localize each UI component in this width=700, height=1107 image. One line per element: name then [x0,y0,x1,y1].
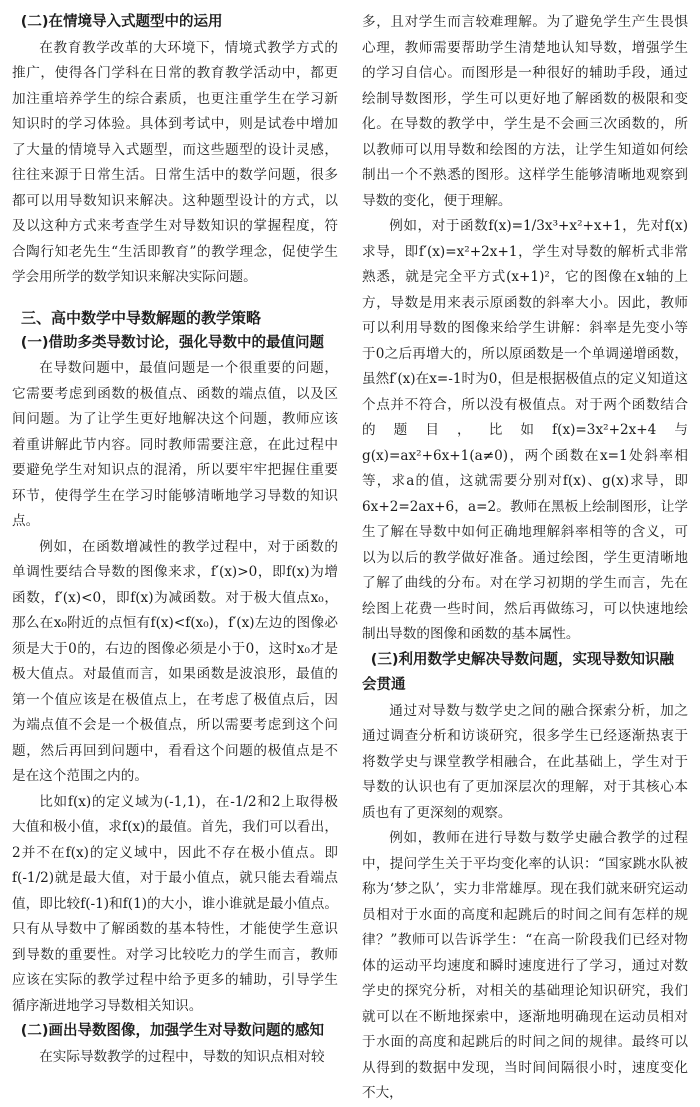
section-heading-3: 三、高中数学中导数解题的教学策略 [21,308,262,327]
paragraph: 例如，在函数增减性的教学过程中，对于函数的单调性要结合导数的图像来求，f′(x)>0，即f(x)为增函数，f′(x)<0，即f(x)为减函数。对于极大值点x₀，那么在x₀附近的点恒有f(x)<f(x₀)，f′(x)左边的图像必须是大于0的，右边的图像必须是小于0，这时x₀才是极大值点。对最值而言，如果函数是波浪形，最值的第一个值应该是在极值点上，在考虑了极值点后，因为端点值不会是一个极值点，所以需要考虑到这个问题，然后再回到问题中，看看这个问题的极值点是不是在这个范围之内的。 [12,538,338,784]
paragraph: 在教育教学改革的大环境下，情境式教学方式的推广，使得各门学科在日常的教育教学活动中，都更加注重培养学生的综合素质，也更注重学生在学习新知识时的学习体验。具体到考试中，则是试卷中增加了大量的情境导入式题型，而这些题型的设计灵感，往往来源于日常生活。日常生活中的数学问题，很多都可以用导数知识来解决。这种题型设计的方式，以及以这种方式来考查学生对导数知识的掌握程度，符合陶行知老先生“生活即教育”的教学理念，促使学生学会用所学的数学知识来解决实际问题。 [12,39,338,285]
paragraph-continued: 多，且对学生而言较难理解。为了避免学生产生畏惧心理，教师需要帮助学生清楚地认知导数，增强学生的学习自信心。而图形是一种很好的辅助手段，通过绘制导数图形，学生可以更好地了解函数的极限和变化。在导数的教学中，学生是不会画三次函数的，所以教师可以用导数和绘图的方法，让学生知道如何绘制出一个不熟悉的图形。这样学生能够清晰地观察到导数的变化，便于理解。 [362,14,688,209]
paragraph: 例如，教师在进行导数与数学史融合教学的过程中，提问学生关于平均变化率的认识：“国家跳水队被称为‘梦之队’，实力非常雄厚。现在我们就来研究运动员相对于水面的高度和起跳后的时间之间有怎样的规律？”教师可以告诉学生：“在高一阶段我们已经对物体的运动平均速度和瞬时速度进行了学习，通过对数学史的探究分析，对相关的基础理论知识研究，我们就可以在不断地探索中，逐渐地明确现在运动员相对于水面的高度和起跳后的时间之间的规律。最终可以从得到的数据中发现，当时间间隔很小时，速度变化不大， [362,830,688,1101]
subsection-heading-3-3: (三)利用数学史解决导数问题，实现导数知识融会贯通 [362,651,674,693]
paragraph: 通过对导数与数学史之间的融合探索分析，加之通过调查分析和访谈研究，很多学生已经逐渐热衷于将数学史与课堂教学相融合，在此基础上，学生对于导数的认识也有了更加深层次的理解，对于其核心本质也有了更深刻的观察。 [362,702,688,821]
paragraph: 在实际导数教学的过程中，导数的知识点相对较 [39,1048,325,1065]
section-heading-2-2: (二)在情境导入式题型中的运用 [20,14,223,30]
right-column [362,10,688,1107]
paragraph: 例如，对于函数f(x)=1/3x³+x²+x+1，先对f(x)求导，即f′(x)=x²+2x+1，学生对导数的解析式非常熟悉，就是完全平方式(x+1)²，它的图像在x轴的上方，导数是用来表示原函数的斜率大小。因此，教师可以利用导数的图像来给学生讲解：斜率是先变小等于0之后再增大的，所以原函数是一个单调递增函数，虽然f′(x)在x=-1时为0，但是根据极值点的定义知道这个点并不符合，所以没有极值点。对于两个函数结合的题目，比如f(x)=3x²+2x+4与g(x)=ax²+6x+1(a≠0)，两个函数在x=1处斜率相等，求a的值，这就需要分别对f(x)、g(x)求导，即6x+2=2ax+6，a=2。教师在黑板上绘制图形，让学生了解在导数中如何正确地理解斜率相等的含义，可以为以后的教学做好准备。通过绘图，学生更清晰地了解了曲线的分布。对在学习初期的学生而言，先在绘图上花费一些时间，然后再做练习，可以快速地绘制出导数的图像和函数的基本属性。 [362,218,688,642]
subsection-heading-3-2: (二)画出导数图像，加强学生对导数问题的感知 [20,1023,324,1039]
left-column [12,10,338,1070]
subsection-heading-3-1: (一)借助多类导数讨论，强化导数中的最值问题 [20,334,324,351]
paragraph: 在导数问题中，最值问题是一个很重要的问题，它需要考虑到函数的极值点、函数的端点值，以及区间问题。为了让学生更好地解决这个问题，教师应该着重讲解此节内容。同时教师需要注意，在此过程中要避免学生对知识点的混淆，所以要牢牢把握住重要环节，使得学生在学习时能够清晰地学习导数的知识点。 [12,360,338,529]
paragraph: 比如f(x)的定义域为(-1,1)，在-1/2和2上取得极大值和极小值，求f(x)的最值。首先，我们可以看出，2并不在f(x)的定义域中，因此不存在极小值点。即f(-1/2)就是最大值，对于最小值点，就只能去看端点值，即比较f(-1)和f(1)的大小，谁小谁就是最小值点。只有从导数中了解函数的基本特性，才能使学生意识到导数的重要性。对学习比较吃力的学生而言，教师应该在实际的教学过程中给予更多的辅助，引导学生循序渐进地学习导数相关知识。 [12,793,338,1014]
